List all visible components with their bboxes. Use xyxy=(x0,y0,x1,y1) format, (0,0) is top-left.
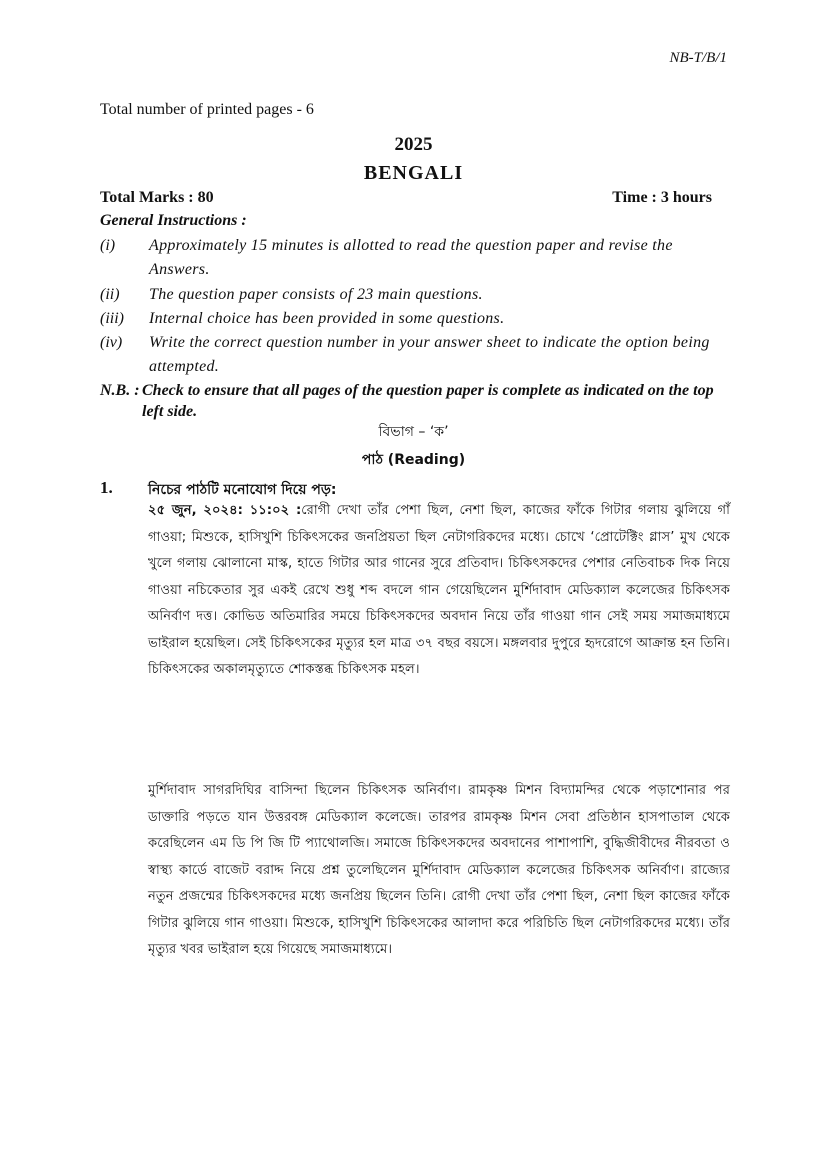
time-allowed: Time : 3 hours xyxy=(612,189,712,206)
instruction-text: The question paper consists of 23 main questions. xyxy=(149,286,483,303)
question-prompt: নিচের পাঠটি মনোযোগ দিয়ে পড়: xyxy=(148,482,337,498)
instruction-number: (iv) xyxy=(100,334,123,351)
nota-bene-text: Check to ensure that all pages of the question paper is complete as indicated on the top left side. xyxy=(142,382,714,420)
instructions-title: General Instructions : xyxy=(100,212,247,229)
instruction-item xyxy=(100,283,720,307)
instruction-text: Internal choice has been provided in some questions. xyxy=(149,310,505,327)
question-number: 1. xyxy=(100,478,113,497)
section-title: বিভাগ – ‘ক’ xyxy=(378,424,449,440)
instruction-item xyxy=(100,234,720,282)
instruction-text: Approximately 15 minutes is allotted to read the question paper and revise the Answers. xyxy=(149,237,673,278)
nota-bene-label: N.B. : xyxy=(100,382,140,399)
passage-text-2: মুর্শিদাবাদ সাগরদিঘির বাসিন্দা ছিলেন চিকিৎসক অনির্বাণ। রামকৃষ্ণ মিশন বিদ্যামন্দির থেকে পড়াশোনার পর ডাক্তারি পড়তে যান উত্তরবঙ্গ মেডিক্যাল কলেজে। তারপর রামকৃষ্ণ মিশন সেবা প্রতিষ্ঠান হাসপাতাল থেকে করেছিলেন এম ডি পি জি টি প্যাথোলজি। সমাজে চিকিৎসকদের অবদানের পাশাপাশি, বুদ্ধিজীবীদের নীরবতা ও স্বাস্থ্য কার্ডে বাজেট বরাদ্দ নিয়ে প্রশ্ন তুলেছিলেন মুর্শিদাবাদ মেডিক্যাল কলেজের চিকিৎসক অনির্বাণ। রাজ্যের নতুন প্রজন্মের চিকিৎসকদের মধ্যে জনপ্রিয় ছিলেন তিনি। রোগী দেখা তাঁর পেশা ছিল, নেশা ছিল কাজের ফাঁকে গিটার ঝুলিয়ে গান গাওয়া। মিশুকে, হাসিখুশি চিকিৎসকের আলাদা করে পরিচিতি ছিল নেটাগরিকদের মধ্যে। তাঁর মৃত্যুর খবর ভাইরাল হয়ে গিয়েছে সমাজমাধ্যমে। xyxy=(148,783,730,957)
passage-dateline: ২৫ জুন, ২০২৪: ১১:০২ : xyxy=(148,503,302,518)
passage-paragraph-2 xyxy=(148,778,730,964)
section-subtitle: পাঠ (Reading) xyxy=(361,452,466,468)
instruction-text: Write the correct question number in your answer sheet to indicate the option being attempted. xyxy=(149,334,710,375)
passage-paragraph-1 xyxy=(148,498,730,684)
printed-pages-note: Total number of printed pages - 6 xyxy=(100,101,314,118)
subject-title: BENGALI xyxy=(363,162,464,184)
total-marks: Total Marks : 80 xyxy=(100,189,214,206)
instruction-number: (ii) xyxy=(100,286,120,303)
paper-code: NB-T/B/1 xyxy=(669,50,727,66)
instruction-number: (iii) xyxy=(100,310,124,327)
passage-text-1: রোগী দেখা তাঁর পেশা ছিল, নেশা ছিল, কাজের ফাঁকে গিটার গলায় ঝুলিয়ে গাঁ গাওয়া; মিশুকে, হাসিখুশি চিকিৎসকের জনপ্রিয়তা ছিল নেটাগরিকদের মধ্যে। চোখে ‘প্রোটেক্টিং গ্লাস’ মুখ থেকে খুলে গলায় ঝোলানো মাস্ক, হাতে গিটার আর গানের সুরে প্রতিবাদ। চিকিৎসকদের পেশার নেতিবাচক দিক নিয়ে গাওয়া নচিকেতার সুর একই রেখে শুধু শব্দ বদলে গান গেয়েছিলেন মুর্শিদাবাদ মেডিক্যাল কলেজের চিকিৎসক অনির্বাণ দত্ত। কোভিড অতিমারির সময়ে চিকিৎসকদের অবদান নিয়ে তাঁর গাওয়া গান সেই সময় সমাজমাধ্যমে ভাইরাল হয়েছিল। সেই চিকিৎসকের মৃত্যুর হল মাত্র ৩৭ বছর বয়সে। মঙ্গলবার দুপুরে হৃদরোগে আক্রান্ত হন তিনি। চিকিৎসকের অকালমৃত্যুতে শোকস্তব্ধ চিকিৎসক মহল। xyxy=(148,503,730,677)
instruction-item xyxy=(100,331,720,379)
instruction-number: (i) xyxy=(100,237,116,254)
nota-bene xyxy=(100,380,730,422)
exam-year: 2025 xyxy=(394,134,433,155)
instruction-item xyxy=(100,307,720,331)
